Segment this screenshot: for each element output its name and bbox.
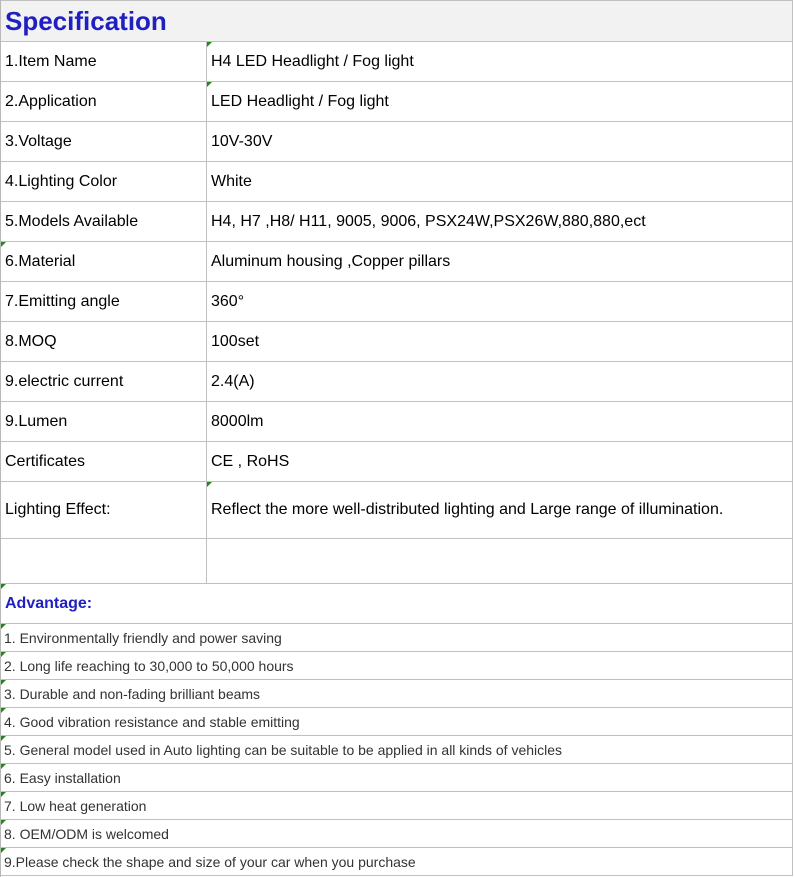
spec-label[interactable]: 2.Application bbox=[1, 82, 207, 121]
spec-row-material bbox=[1, 242, 793, 282]
spec-label[interactable]: 7.Emitting angle bbox=[1, 282, 207, 321]
spec-label[interactable]: 3.Voltage bbox=[1, 122, 207, 161]
empty-cell[interactable] bbox=[207, 539, 793, 583]
comment-marker-icon bbox=[1, 680, 6, 685]
advantage-item[interactable] bbox=[1, 652, 793, 680]
advantage-item[interactable] bbox=[1, 820, 793, 848]
spec-value[interactable] bbox=[207, 322, 793, 361]
comment-marker-icon bbox=[1, 820, 6, 825]
comment-marker-icon bbox=[1, 708, 6, 713]
spec-value[interactable] bbox=[207, 402, 793, 441]
spec-label[interactable]: 8.MOQ bbox=[1, 322, 207, 361]
spec-value-text: Aluminum housing ,Copper pillars bbox=[211, 252, 451, 270]
spec-value[interactable] bbox=[207, 202, 793, 241]
spec-row-moq bbox=[1, 322, 793, 362]
spec-row-certificates bbox=[1, 442, 793, 482]
comment-marker-icon bbox=[1, 652, 6, 657]
spec-row-empty bbox=[1, 539, 793, 584]
spec-value-text: Reflect the more well-distributed lighting and Large range of illumination. bbox=[211, 501, 724, 518]
spec-row-item-name bbox=[1, 42, 793, 82]
comment-marker-icon bbox=[1, 848, 6, 853]
spec-label[interactable]: Certificates bbox=[1, 442, 207, 481]
spec-value[interactable] bbox=[207, 282, 793, 321]
title-row bbox=[1, 0, 793, 42]
spec-label[interactable]: 1.Item Name bbox=[1, 42, 207, 81]
spec-value-text: White bbox=[211, 172, 252, 190]
spec-value[interactable] bbox=[207, 442, 793, 481]
advantage-header-cell[interactable] bbox=[1, 584, 793, 624]
comment-marker-icon bbox=[1, 242, 6, 247]
advantage-item-text: 9.Please check the shape and size of your car when you purchase bbox=[4, 853, 416, 870]
spec-row-models bbox=[1, 202, 793, 242]
comment-marker-icon bbox=[207, 482, 212, 487]
spec-value-text: 2.4(A) bbox=[211, 372, 255, 390]
spec-label[interactable]: 5.Models Available bbox=[1, 202, 207, 241]
spec-value-text: H4, H7 ,H8/ H11, 9005, 9006, PSX24W,PSX26W,880,880,ect bbox=[211, 212, 646, 230]
comment-marker-icon bbox=[1, 764, 6, 769]
empty-cell[interactable] bbox=[1, 539, 207, 583]
spec-value-text: 10V-30V bbox=[211, 132, 273, 150]
spec-row-lighting-effect bbox=[1, 482, 793, 539]
advantage-item[interactable] bbox=[1, 848, 793, 876]
spec-value[interactable] bbox=[207, 242, 793, 281]
spec-row-lumen bbox=[1, 402, 793, 442]
spec-table bbox=[1, 42, 793, 584]
advantage-item-text: 6. Easy installation bbox=[4, 769, 121, 786]
advantage-item-text: 2. Long life reaching to 30,000 to 50,000 hours bbox=[4, 657, 294, 674]
advantage-item[interactable] bbox=[1, 624, 793, 652]
advantage-item[interactable] bbox=[1, 708, 793, 736]
comment-marker-icon bbox=[1, 792, 6, 797]
spec-row-application bbox=[1, 82, 793, 122]
comment-marker-icon bbox=[207, 82, 212, 87]
spec-value[interactable] bbox=[207, 122, 793, 161]
spec-value-text: 100set bbox=[211, 332, 260, 350]
spec-row-emitting-angle bbox=[1, 282, 793, 322]
spec-label[interactable]: 9.electric current bbox=[1, 362, 207, 401]
spec-value-text: CE , RoHS bbox=[211, 452, 290, 470]
spec-label-text: 6.Material bbox=[5, 252, 76, 270]
spec-value[interactable] bbox=[207, 482, 793, 538]
spec-value[interactable] bbox=[207, 82, 793, 121]
spec-label[interactable]: 9.Lumen bbox=[1, 402, 207, 441]
advantage-item-text: 4. Good vibration resistance and stable emitting bbox=[4, 713, 300, 730]
advantage-section bbox=[1, 584, 793, 876]
page-title: Specification bbox=[5, 5, 167, 36]
advantage-item-text: 7. Low heat generation bbox=[4, 797, 147, 814]
comment-marker-icon bbox=[1, 736, 6, 741]
spec-row-lighting-color bbox=[1, 162, 793, 202]
spec-row-voltage bbox=[1, 122, 793, 162]
spec-label[interactable] bbox=[1, 242, 207, 281]
advantage-title: Advantage: bbox=[5, 594, 93, 612]
advantage-item[interactable] bbox=[1, 764, 793, 792]
spec-value[interactable] bbox=[207, 362, 793, 401]
spec-value[interactable] bbox=[207, 42, 793, 81]
spec-label[interactable]: Lighting Effect: bbox=[1, 482, 207, 538]
advantage-item-text: 3. Durable and non-fading brilliant beams bbox=[4, 685, 261, 702]
spec-value-text: 360° bbox=[211, 292, 245, 310]
advantage-item-text: 8. OEM/ODM is welcomed bbox=[4, 825, 169, 842]
advantage-item[interactable] bbox=[1, 680, 793, 708]
spec-value-text: LED Headlight / Fog light bbox=[211, 92, 389, 110]
spec-value-text: 8000lm bbox=[211, 412, 264, 430]
comment-marker-icon bbox=[1, 584, 6, 589]
advantage-item[interactable] bbox=[1, 736, 793, 764]
advantage-item-text: 5. General model used in Auto lighting can be suitable to be applied in all kinds of vehicles bbox=[4, 741, 563, 758]
spec-value-text: H4 LED Headlight / Fog light bbox=[211, 52, 414, 70]
advantage-item-text: 1. Environmentally friendly and power saving bbox=[4, 629, 282, 646]
comment-marker-icon bbox=[1, 624, 6, 629]
comment-marker-icon bbox=[207, 42, 212, 47]
spec-label[interactable]: 4.Lighting Color bbox=[1, 162, 207, 201]
advantage-item[interactable] bbox=[1, 792, 793, 820]
spec-row-electric-current bbox=[1, 362, 793, 402]
spec-value[interactable] bbox=[207, 162, 793, 201]
